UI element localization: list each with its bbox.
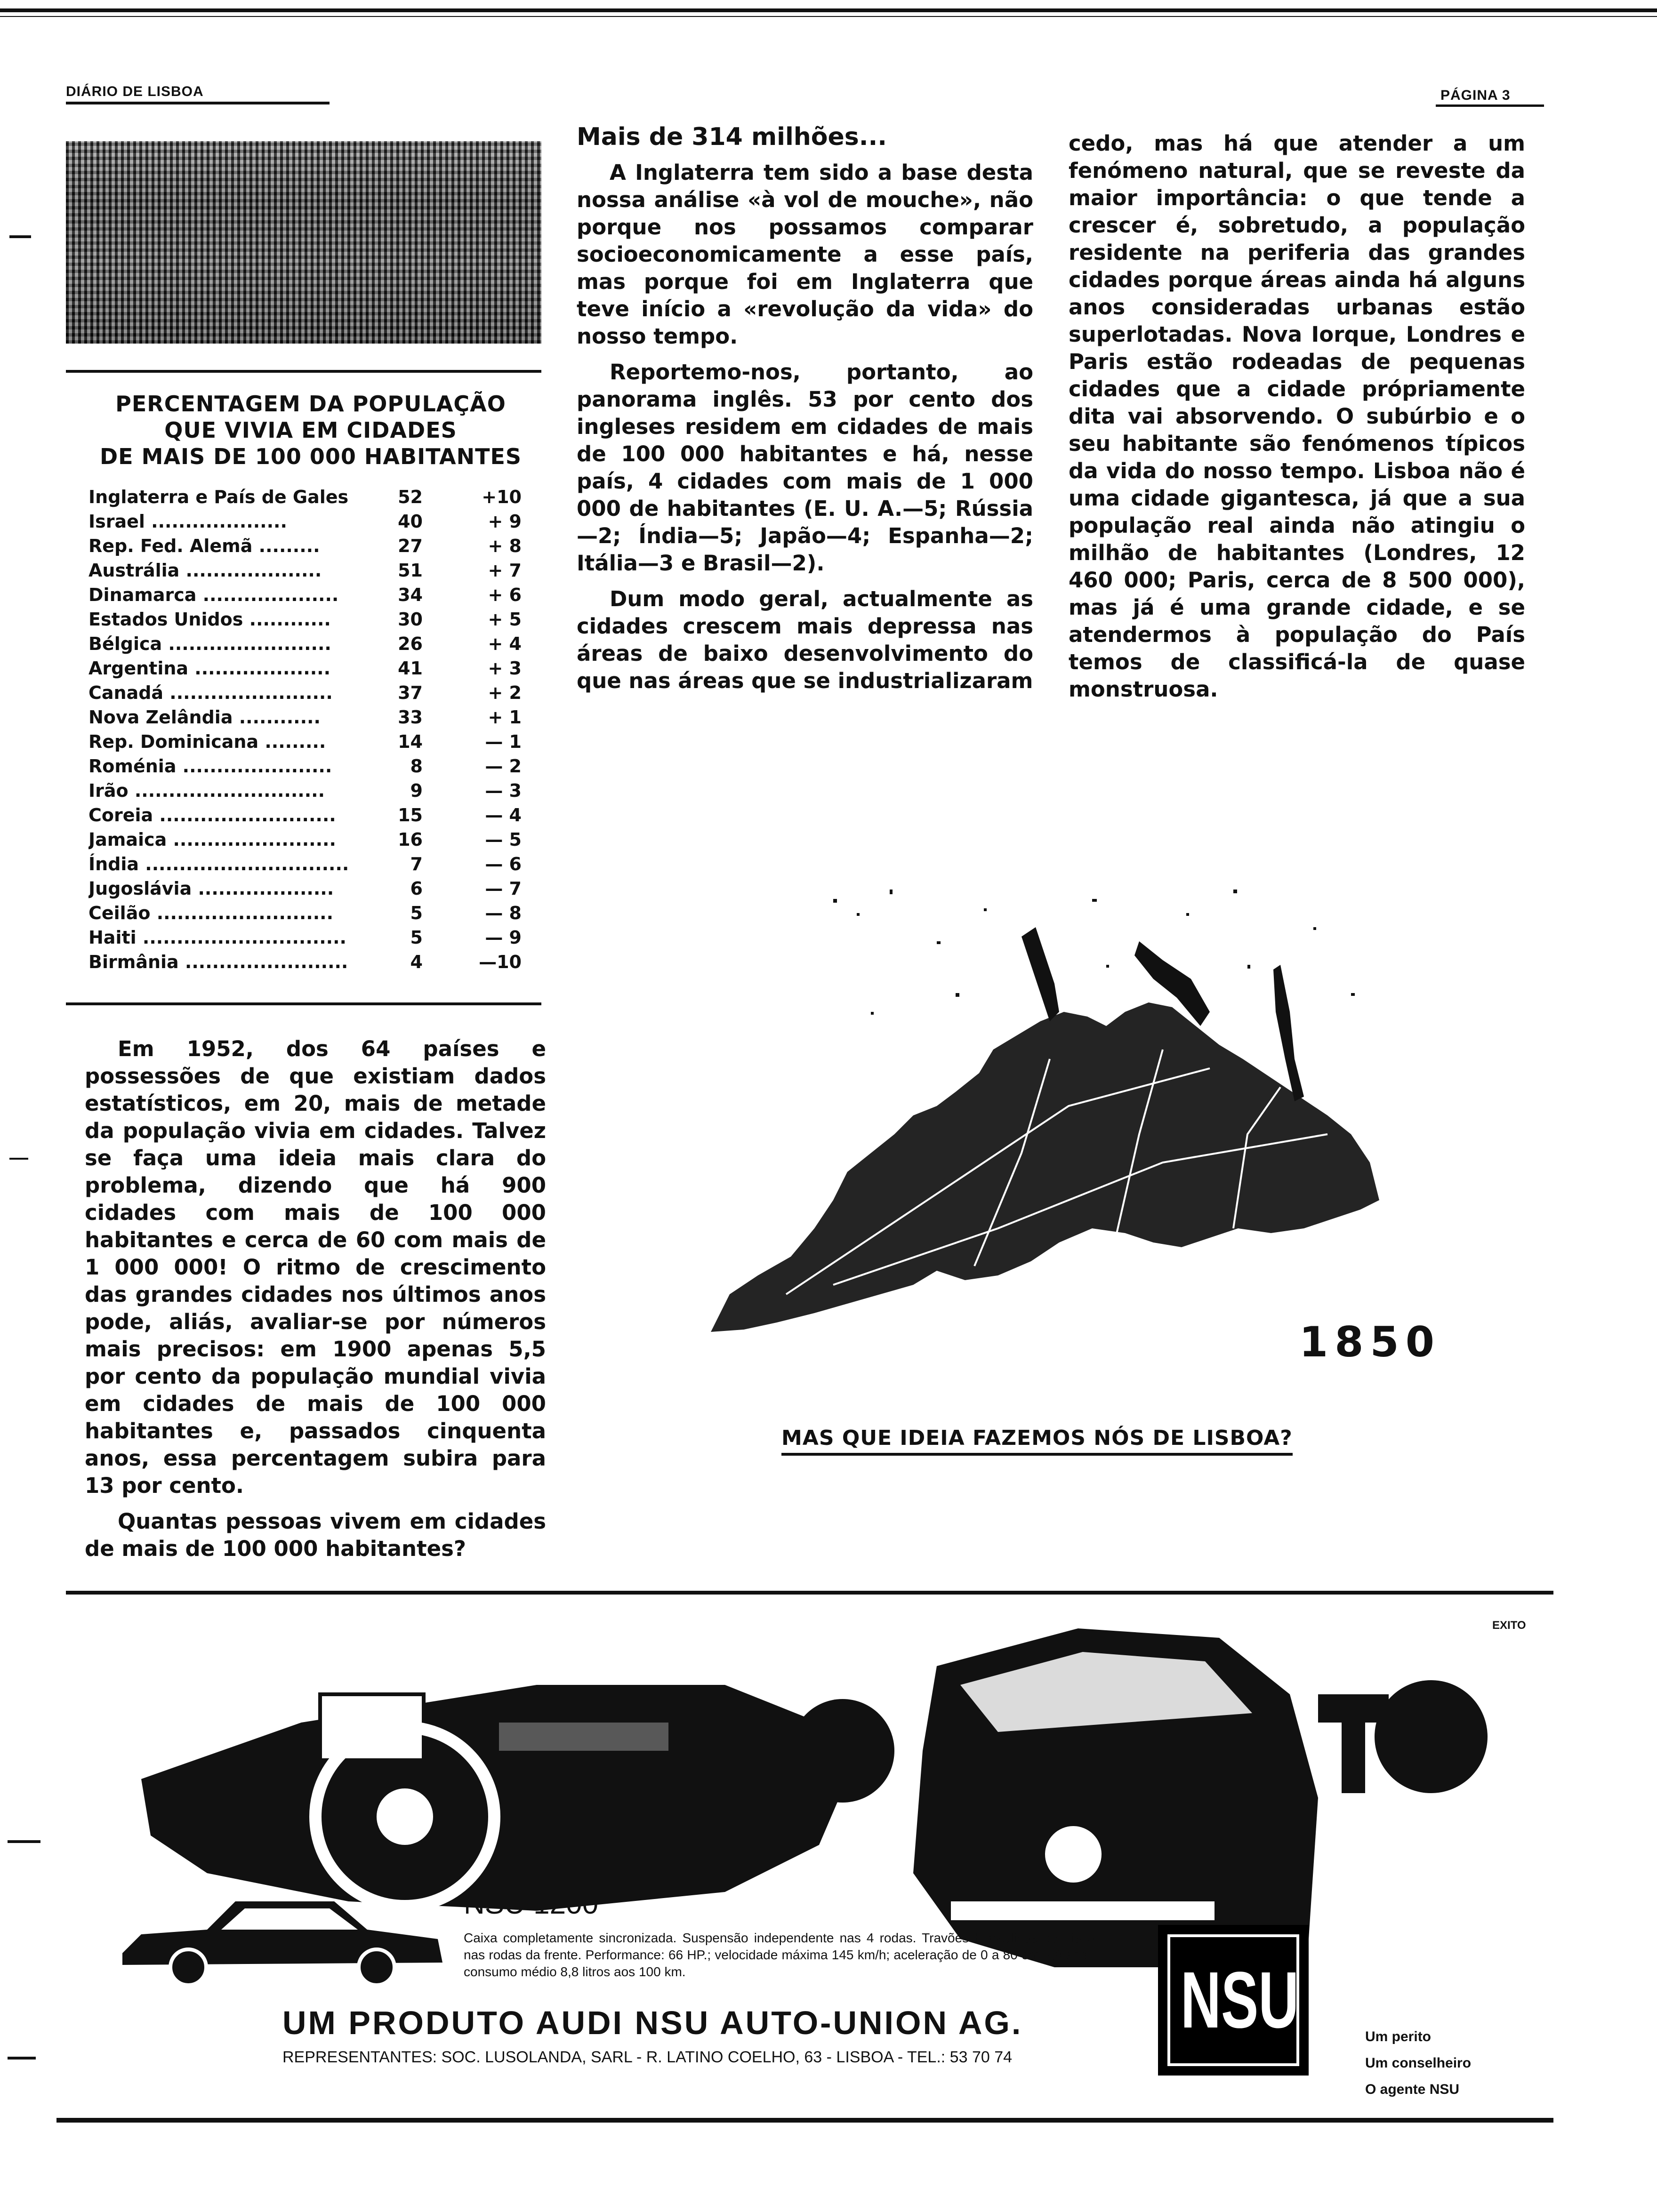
table-row — [88, 681, 526, 705]
table-title-line-1: PERCENTAGEM DA POPULAÇÃO — [115, 391, 506, 417]
table-cell-country: Irão ............................ — [88, 780, 325, 801]
table-bottom-rule — [66, 1002, 541, 1005]
middle-article — [577, 123, 1033, 703]
table-cell-change: + 1 — [488, 707, 522, 728]
table-cell-change: — 2 — [485, 756, 522, 777]
table-cell-change: + 2 — [488, 682, 522, 703]
table-cell-percentage: 5 — [410, 927, 423, 948]
table-row — [88, 607, 526, 632]
table-cell-percentage: 8 — [410, 756, 423, 777]
map-year: 1850 — [1299, 1318, 1441, 1366]
map-question: MAS QUE IDEIA FAZEMOS NÓS DE LISBOA? — [781, 1426, 1293, 1456]
crowd-photo — [66, 141, 541, 344]
table-row — [88, 901, 526, 925]
table-row — [88, 754, 526, 778]
lisbon-map — [692, 871, 1426, 1341]
table-row — [88, 803, 526, 827]
table-row — [88, 876, 526, 901]
table-cell-country: Birmânia ........................ — [88, 952, 348, 972]
table-cell-country: Austrália .................... — [88, 560, 322, 581]
margin-mark — [8, 2057, 36, 2060]
ad-top-rule — [66, 1591, 1553, 1595]
table-cell-change: + 7 — [488, 560, 522, 581]
map-street-blocks — [711, 927, 1379, 1332]
table-row — [88, 509, 526, 534]
table-cell-percentage: 33 — [398, 707, 423, 728]
table-row — [88, 632, 526, 656]
middle-article-paragraph: A Inglaterra tem sido a base desta nossa análise «à vol de mouche», não porque nos possamos comparar socioeconomicamente a esse país, mas porque foi em Inglaterra que teve início a «revolução da vida» do nosso tempo. — [577, 160, 1033, 349]
table-row — [88, 852, 526, 876]
ad-bottom-rule — [56, 2118, 1553, 2123]
table-cell-change: —10 — [479, 952, 522, 972]
table-row — [88, 729, 526, 754]
ad-representatives: REPRESENTANTES: SOC. LUSOLANDA, SARL - R. LATINO COELHO, 63 - LISBOA - TEL.: 53 70 74 — [282, 2048, 1013, 2066]
small-car-icon — [113, 1883, 452, 1991]
margin-mark — [8, 1840, 40, 1843]
table-cell-country: Rep. Fed. Alemã ......... — [88, 536, 320, 556]
table-cell-change: — 7 — [485, 878, 522, 899]
table-cell-percentage: 9 — [410, 780, 423, 801]
table-cell-change: + 9 — [488, 511, 522, 532]
table-cell-country: Ceilão .......................... — [88, 903, 334, 923]
nsu-logo — [1158, 1925, 1309, 2076]
left-article — [85, 1035, 546, 1571]
dashboard-graphic — [141, 1685, 847, 1911]
table-title-line-2: QUE VIVIA EM CIDADES — [164, 417, 457, 443]
table-cell-country: Dinamarca .................... — [88, 585, 339, 605]
table-cell-country: Israel .................... — [88, 511, 287, 532]
top-border — [0, 8, 1657, 12]
table-cell-country: Canadá ........................ — [88, 682, 333, 703]
table-cell-percentage: 52 — [398, 487, 423, 507]
right-article-paragraph: cedo, mas há que atender a um fenómeno natural, que se reveste da maior importância: o que tende a crescer é, sobretudo, a população residente na periferia das grandes cidades porque áreas ainda há alguns anos consideradas urbanas estão superlotadas. Nova Iorque, Londres e Paris estão rodeadas de pequenas cidades que a cidade própriamente dita vai absorvendo. O subúrbio e o seu habitante são fenómenos típicos da vida do nosso tempo. Lisboa não é uma cidade gigantesca, já que a sua população real ainda não atingiu o milhão de habitantes (Londres, 12 460 000; Paris, cerca de 8 500 000), mas já é uma grande cidade, e se atendermos à população do País temos de classificá-la de quase monstruosa. — [1069, 131, 1525, 702]
table-cell-change: + 3 — [488, 658, 522, 679]
car-front-graphic — [913, 1628, 1318, 1967]
page-underline — [1436, 104, 1544, 107]
side-line-1: Um perito — [1365, 2029, 1432, 2044]
table-cell-percentage: 4 — [410, 952, 423, 972]
margin-mark — [9, 1158, 28, 1160]
table-cell-change: + 8 — [488, 536, 522, 556]
table-cell-country: Roménia ...................... — [88, 756, 332, 777]
table-cell-country: Nova Zelândia ............ — [88, 707, 321, 728]
table-cell-change: + 4 — [488, 633, 522, 654]
right-article — [1069, 130, 1525, 712]
newspaper-name: DIÁRIO DE LISBOA — [66, 84, 204, 99]
table-rows — [88, 485, 531, 984]
table-cell-country: Argentina .................... — [88, 658, 331, 679]
left-article-paragraph: Em 1952, dos 64 países e possessões de que existiam dados estatísticos, em 20, mais de metade da população vivia em cidades. Talvez se faça uma ideia mais clara do problema, dizendo que há 900 cidades com mais de 100 000 habitantes e cerca de 60 com mais de 1 000 000! O ritmo de crescimento das grandes cidades nos últimos anos pode, aliás, avaliar-se por números mais precisos: em 1900 apenas 5,5 por cento da população mundial vivia em cidades de mais de 100 000 habitantes e, passados cinquenta anos, essa percentagem subira para 13 por cento. — [85, 1036, 546, 1498]
table-cell-country: Estados Unidos ............ — [88, 609, 331, 630]
table-cell-change: — 6 — [485, 854, 522, 874]
ad-slogan: UM PRODUTO AUDI NSU AUTO-UNION AG. — [282, 2004, 1023, 2041]
table-cell-change: + 5 — [488, 609, 522, 630]
table-cell-change: — 3 — [485, 780, 522, 801]
table-cell-percentage: 26 — [398, 633, 423, 654]
ad-side-text — [1365, 2024, 1471, 2103]
margin-mark — [9, 235, 31, 238]
table-cell-change: — 9 — [485, 927, 522, 948]
table-cell-country: Rep. Dominicana ......... — [88, 731, 326, 752]
table-cell-country: Índia .............................. — [88, 854, 349, 874]
table-row — [88, 583, 526, 607]
table-cell-percentage: 37 — [398, 682, 423, 703]
table-title-line-3: DE MAIS DE 100 000 HABITANTES — [99, 444, 522, 469]
left-article-question: Quantas pessoas vivem em cidades de mais de 100 000 habitantes? — [85, 1509, 546, 1561]
table-cell-percentage: 6 — [410, 878, 423, 899]
table-cell-percentage: 15 — [398, 805, 423, 825]
table-row — [88, 558, 526, 583]
table-cell-change: — 8 — [485, 903, 522, 923]
table-cell-country: Inglaterra e País de Gales — [88, 487, 349, 507]
page-number: PÁGINA 3 — [1440, 88, 1511, 103]
table-row — [88, 705, 526, 729]
table-cell-percentage: 30 — [398, 609, 423, 630]
table-cell-percentage: 34 — [398, 585, 423, 605]
table-cell-percentage: 5 — [410, 903, 423, 923]
table-cell-change: — 4 — [485, 805, 522, 825]
ad-description: Caixa completamente sincronizada. Suspensão independente nas 4 rodas. Travões hidráulicos de disco nas rodas da frente. Performance: 66 HP.; velocidade máxima 145 km/h; aceleração de 0 a 80 em 9,8 seg.; consumo médio 8,8 litros aos 100 km. — [464, 1931, 1094, 1979]
table-row — [88, 827, 526, 852]
table-cell-country: Jugoslávia .................... — [88, 878, 334, 899]
ad-corner-tag: EXITO — [1492, 1619, 1526, 1632]
table-cell-percentage: 16 — [398, 829, 423, 850]
table-cell-change: +10 — [482, 487, 522, 507]
middle-article-paragraph: Reportemo-nos, portanto, ao panorama inglês. 53 por cento dos ingleses residem em cidades de mais de 100 000 habitantes e há, nesse país, 4 cidades com mais de 1 000 000 de habitantes (E. U. A.—5; Rússia—2; Índia—5; Japão—4; Espanha—2; Itália—3 e Brasil—2). — [577, 360, 1033, 576]
side-line-2: Um conselheiro — [1365, 2055, 1472, 2071]
ad-model: NSU 1200 — [464, 1888, 599, 1920]
top-border-thin — [0, 16, 1657, 17]
population-table — [85, 391, 537, 993]
table-cell-country: Haiti .............................. — [88, 927, 346, 948]
table-top-rule — [66, 370, 541, 373]
header-underline — [66, 102, 330, 104]
table-cell-percentage: 51 — [398, 560, 423, 581]
table-row — [88, 485, 526, 509]
table-cell-percentage: 27 — [398, 536, 423, 556]
table-cell-country: Jamaica ........................ — [88, 829, 336, 850]
table-cell-percentage: 14 — [398, 731, 423, 752]
table-cell-percentage: 41 — [398, 658, 423, 679]
table-row — [88, 925, 526, 950]
table-cell-change: — 1 — [485, 731, 522, 752]
middle-article-heading: Mais de 314 milhões... — [577, 123, 887, 151]
table-cell-change: — 5 — [485, 829, 522, 850]
table-cell-percentage: 40 — [398, 511, 423, 532]
table-row — [88, 656, 526, 681]
side-line-3: O agente NSU — [1365, 2082, 1460, 2097]
table-cell-percentage: 7 — [410, 854, 423, 874]
table-row — [88, 534, 526, 558]
table-row — [88, 778, 526, 803]
table-cell-change: + 6 — [488, 585, 522, 605]
nsu-logo-text: NSU — [1181, 1956, 1299, 2045]
middle-article-paragraph: Dum modo geral, actualmente as cidades crescem mais depressa nas áreas de baixo desenvolvimento do que nas áreas que se industrializaram — [577, 586, 1033, 693]
table-cell-country: Bélgica ........................ — [88, 633, 331, 654]
table-row — [88, 950, 526, 974]
table-cell-country: Coreia .......................... — [88, 805, 336, 825]
